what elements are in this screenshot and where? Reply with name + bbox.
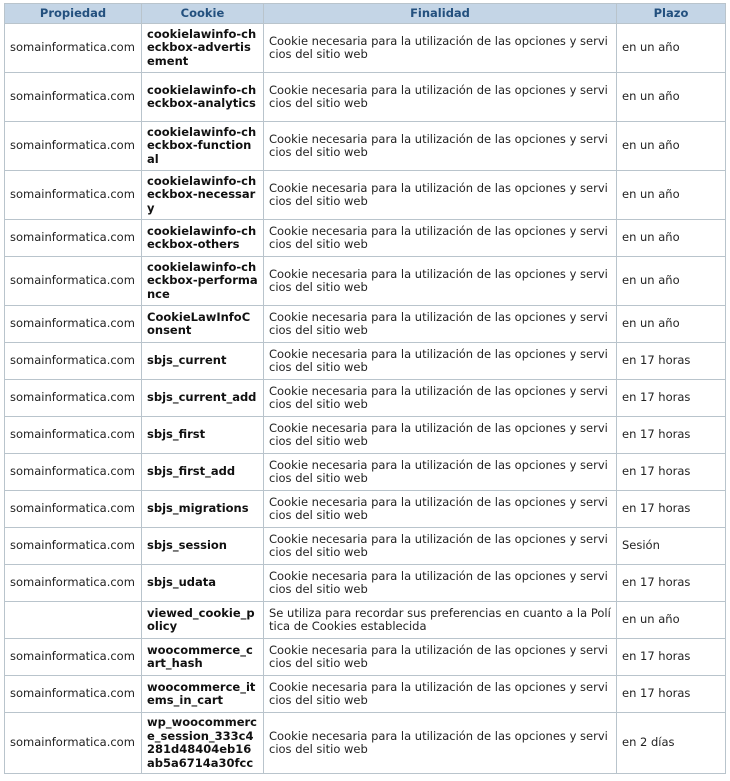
cell-plazo: en 17 horas bbox=[617, 565, 726, 602]
cell-plazo: en un año bbox=[617, 257, 726, 306]
table-row bbox=[5, 24, 726, 73]
cell-finalidad: Cookie necesaria para la utilización de las opciones y servicios del sitio web bbox=[264, 528, 617, 565]
cookie-table bbox=[4, 3, 726, 774]
cell-plazo: en un año bbox=[617, 24, 726, 73]
cell-propiedad: somainformatica.com bbox=[5, 676, 142, 713]
cell-propiedad: somainformatica.com bbox=[5, 122, 142, 171]
cell-finalidad: Cookie necesaria para la utilización de las opciones y servicios del sitio web bbox=[264, 122, 617, 171]
cell-cookie: wp_woocommerce_session_333c4281d48404eb16ab5a6714a30fcc bbox=[142, 713, 264, 774]
cell-propiedad: somainformatica.com bbox=[5, 454, 142, 491]
cell-cookie: CookieLawInfoConsent bbox=[142, 306, 264, 343]
table-row bbox=[5, 380, 726, 417]
table-row bbox=[5, 565, 726, 602]
cell-finalidad: Cookie necesaria para la utilización de las opciones y servicios del sitio web bbox=[264, 639, 617, 676]
cell-cookie: sbjs_migrations bbox=[142, 491, 264, 528]
cell-plazo: en un año bbox=[617, 602, 726, 639]
table-body bbox=[5, 24, 726, 774]
cell-cookie: sbjs_first_add bbox=[142, 454, 264, 491]
cell-propiedad: somainformatica.com bbox=[5, 306, 142, 343]
cell-cookie: cookielawinfo-checkbox-functional bbox=[142, 122, 264, 171]
cell-finalidad: Cookie necesaria para la utilización de las opciones y servicios del sitio web bbox=[264, 73, 617, 122]
table-row bbox=[5, 220, 726, 257]
cell-propiedad: somainformatica.com bbox=[5, 565, 142, 602]
table-row bbox=[5, 676, 726, 713]
cell-cookie: woocommerce_items_in_cart bbox=[142, 676, 264, 713]
cell-finalidad: Cookie necesaria para la utilización de las opciones y servicios del sitio web bbox=[264, 565, 617, 602]
cell-finalidad: Cookie necesaria para la utilización de las opciones y servicios del sitio web bbox=[264, 417, 617, 454]
cell-cookie: woocommerce_cart_hash bbox=[142, 639, 264, 676]
cell-plazo: en 17 horas bbox=[617, 676, 726, 713]
header-finalidad: Finalidad bbox=[264, 4, 617, 24]
cell-finalidad: Cookie necesaria para la utilización de las opciones y servicios del sitio web bbox=[264, 257, 617, 306]
cell-plazo: en 17 horas bbox=[617, 417, 726, 454]
cell-propiedad: somainformatica.com bbox=[5, 713, 142, 774]
cell-finalidad: Cookie necesaria para la utilización de las opciones y servicios del sitio web bbox=[264, 343, 617, 380]
table-row bbox=[5, 454, 726, 491]
cell-plazo: Sesión bbox=[617, 528, 726, 565]
cell-cookie: sbjs_current_add bbox=[142, 380, 264, 417]
table-row bbox=[5, 73, 726, 122]
table-row bbox=[5, 602, 726, 639]
cell-plazo: en un año bbox=[617, 171, 726, 220]
cell-plazo: en un año bbox=[617, 306, 726, 343]
cell-cookie: sbjs_session bbox=[142, 528, 264, 565]
header-plazo: Plazo bbox=[617, 4, 726, 24]
cell-plazo: en un año bbox=[617, 220, 726, 257]
cell-finalidad: Cookie necesaria para la utilización de las opciones y servicios del sitio web bbox=[264, 24, 617, 73]
cell-finalidad: Se utiliza para recordar sus preferencias en cuanto a la Política de Cookies establecida bbox=[264, 602, 617, 639]
cell-finalidad: Cookie necesaria para la utilización de las opciones y servicios del sitio web bbox=[264, 491, 617, 528]
cell-cookie: sbjs_first bbox=[142, 417, 264, 454]
cell-propiedad: somainformatica.com bbox=[5, 220, 142, 257]
cell-finalidad: Cookie necesaria para la utilización de las opciones y servicios del sitio web bbox=[264, 306, 617, 343]
header-cookie: Cookie bbox=[142, 4, 264, 24]
cell-plazo: en 17 horas bbox=[617, 454, 726, 491]
table-row bbox=[5, 306, 726, 343]
table-row bbox=[5, 713, 726, 774]
cell-propiedad: somainformatica.com bbox=[5, 343, 142, 380]
table-row bbox=[5, 171, 726, 220]
cell-propiedad: somainformatica.com bbox=[5, 171, 142, 220]
cell-cookie: viewed_cookie_policy bbox=[142, 602, 264, 639]
cell-plazo: en 17 horas bbox=[617, 491, 726, 528]
cell-plazo: en un año bbox=[617, 73, 726, 122]
table-row bbox=[5, 122, 726, 171]
cell-plazo: en 17 horas bbox=[617, 380, 726, 417]
cell-cookie: cookielawinfo-checkbox-others bbox=[142, 220, 264, 257]
cell-finalidad: Cookie necesaria para la utilización de las opciones y servicios del sitio web bbox=[264, 676, 617, 713]
cell-cookie: cookielawinfo-checkbox-analytics bbox=[142, 73, 264, 122]
table-row bbox=[5, 343, 726, 380]
table-row bbox=[5, 528, 726, 565]
table-row bbox=[5, 639, 726, 676]
cell-plazo: en 2 días bbox=[617, 713, 726, 774]
cell-propiedad bbox=[5, 602, 142, 639]
table-header-row bbox=[5, 4, 726, 24]
cell-propiedad: somainformatica.com bbox=[5, 417, 142, 454]
cell-propiedad: somainformatica.com bbox=[5, 639, 142, 676]
cell-propiedad: somainformatica.com bbox=[5, 380, 142, 417]
table-row bbox=[5, 417, 726, 454]
cell-propiedad: somainformatica.com bbox=[5, 73, 142, 122]
cell-plazo: en un año bbox=[617, 122, 726, 171]
header-propiedad: Propiedad bbox=[5, 4, 142, 24]
cell-finalidad: Cookie necesaria para la utilización de las opciones y servicios del sitio web bbox=[264, 220, 617, 257]
cell-propiedad: somainformatica.com bbox=[5, 491, 142, 528]
cell-finalidad: Cookie necesaria para la utilización de las opciones y servicios del sitio web bbox=[264, 454, 617, 491]
cell-cookie: cookielawinfo-checkbox-necessary bbox=[142, 171, 264, 220]
cell-cookie: cookielawinfo-checkbox-performance bbox=[142, 257, 264, 306]
cell-finalidad: Cookie necesaria para la utilización de las opciones y servicios del sitio web bbox=[264, 380, 617, 417]
cell-cookie: sbjs_current bbox=[142, 343, 264, 380]
cell-plazo: en 17 horas bbox=[617, 639, 726, 676]
table-row bbox=[5, 257, 726, 306]
cell-propiedad: somainformatica.com bbox=[5, 24, 142, 73]
cell-finalidad: Cookie necesaria para la utilización de las opciones y servicios del sitio web bbox=[264, 713, 617, 774]
table-row bbox=[5, 491, 726, 528]
cell-propiedad: somainformatica.com bbox=[5, 528, 142, 565]
cell-propiedad: somainformatica.com bbox=[5, 257, 142, 306]
cell-plazo: en 17 horas bbox=[617, 343, 726, 380]
cell-finalidad: Cookie necesaria para la utilización de las opciones y servicios del sitio web bbox=[264, 171, 617, 220]
cell-cookie: cookielawinfo-checkbox-advertisement bbox=[142, 24, 264, 73]
cell-cookie: sbjs_udata bbox=[142, 565, 264, 602]
